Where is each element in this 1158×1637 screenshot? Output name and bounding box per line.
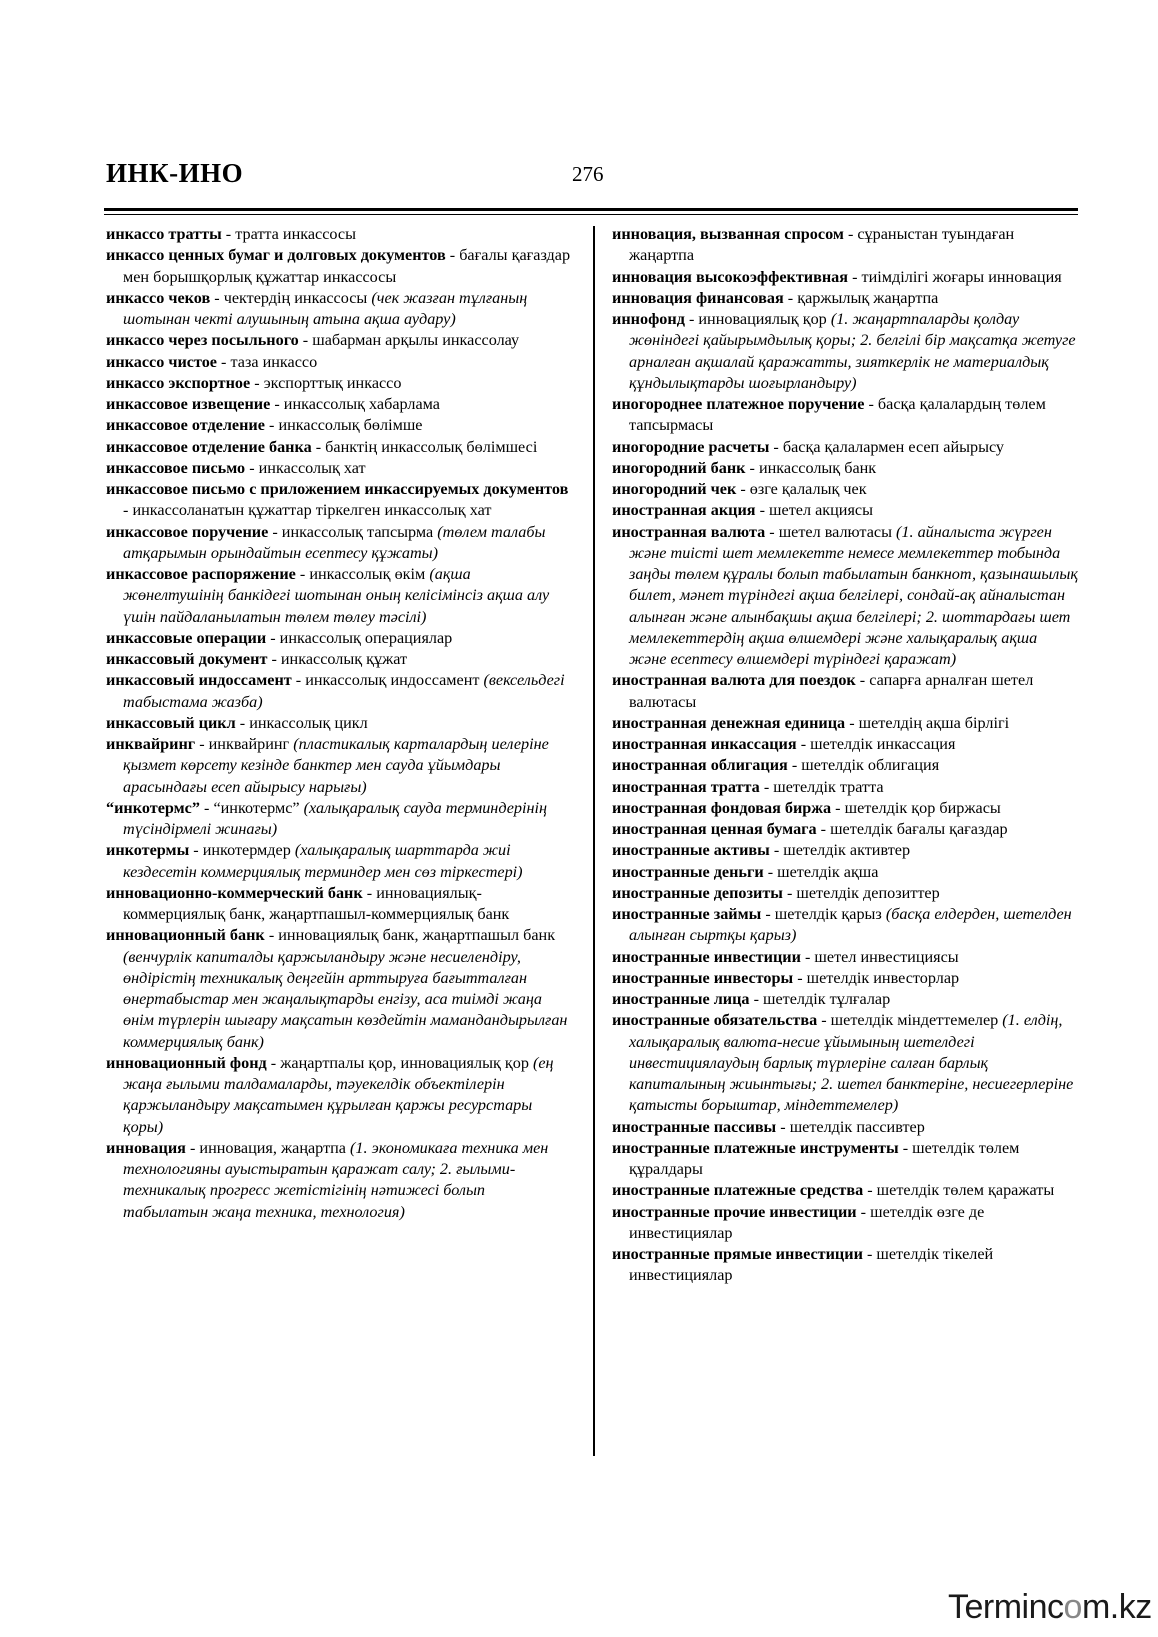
entry-separator: - [848, 267, 862, 286]
entry-translation: шетелдік өзге де инвестициялар [629, 1202, 985, 1242]
dictionary-entry [612, 968, 1078, 989]
dictionary-entry [106, 1138, 572, 1223]
entry-term: иностранная акция [612, 501, 756, 520]
dictionary-entry [106, 713, 572, 734]
entry-term: иностранная валюта для поездок [612, 671, 856, 690]
entry-term: иностранные прямые инвестиции [612, 1245, 863, 1263]
dictionary-entry [612, 522, 1078, 671]
entry-term: инкассо экспортное [106, 373, 251, 392]
entry-translation: шетелдік депозиттер [796, 883, 940, 902]
dictionary-entry [612, 947, 1078, 968]
entry-separator: - [245, 458, 259, 477]
logo-text-end: m.kz [1081, 1588, 1152, 1626]
entry-translation: инкассолық хат [258, 458, 366, 477]
entry-translation: “инкотермс” [213, 798, 300, 817]
dictionary-entry [612, 734, 1078, 755]
entry-term: инкотермы [106, 841, 190, 860]
entry-separator: - [266, 1053, 281, 1072]
entry-separator: - [684, 310, 699, 328]
entry-separator: - [787, 756, 802, 775]
entry-separator: - [736, 480, 750, 498]
dictionary-entry [106, 798, 572, 841]
entry-term: иностранные активы [612, 841, 770, 860]
entry-term: инкассовое отделение [106, 416, 265, 435]
entry-translation: инкассолық құжат [280, 650, 408, 668]
dictionary-entry [612, 458, 1078, 479]
entry-term: иностранные прочие инвестиции [612, 1202, 857, 1221]
dictionary-entry [612, 798, 1078, 819]
entry-translation: инкассолық хабарлама [283, 395, 440, 413]
dictionary-entry [612, 1202, 1078, 1245]
entry-term: иногородний банк [612, 458, 746, 477]
entry-separator: - [745, 458, 759, 477]
entry-term: иннофонд [612, 310, 685, 328]
entry-translation: шетелдік тікелей инвестициялар [629, 1245, 994, 1285]
entry-translation: шетелдік бағалы қағаздар [830, 820, 1008, 838]
dictionary-entry [106, 394, 572, 415]
entry-translation: инкотермдер [202, 841, 291, 860]
entry-term: инкассо тратты [106, 225, 222, 243]
entry-note: (1. елдің, халықаралық валюта-несие ұйымының шетелдегі инвестициялаудың барлық түрлеріне салған барлық капиталының жиынтығы; 2. шетел банктеріне, несиегерлеріне қатысты борыштар, міндеттемелер) [629, 1011, 1074, 1115]
dictionary-entry [612, 267, 1078, 288]
entry-separator: - [776, 1117, 790, 1136]
entry-term: иностранная ценная бумага [612, 820, 817, 838]
entry-translation: сұраныстан туындаған жаңартпа [629, 225, 1015, 265]
dictionary-entry [612, 1010, 1078, 1116]
entry-note: (чек жазған тұлғаның шотынан чекті алушының атына ақша аудару) [123, 288, 528, 328]
entry-separator: - [195, 735, 209, 753]
dictionary-entry [106, 670, 572, 713]
entry-note: (пластикалық карталардың иелеріне қызмет көрсету кезінде банктер мен сауда ұйымдары арасындағы есеп айырысу нарығы) [123, 735, 549, 796]
entry-term: инквайринг [106, 735, 196, 753]
entry-term: инкассо через посыльного [106, 331, 299, 350]
entry-translation: таза инкассо [230, 352, 318, 371]
entry-separator: - [864, 395, 878, 413]
entry-term: инкассовый цикл [106, 713, 236, 732]
page-number: 276 [572, 162, 604, 186]
entry-translation: шетелдік төлем қаражаты [876, 1181, 1055, 1200]
entry-term: инновационный банк [106, 926, 265, 945]
entry-term: иностранные платежные средства [612, 1181, 864, 1200]
entry-translation: чектердің инкассосы [223, 288, 368, 307]
dictionary-entry [612, 670, 1078, 713]
dictionary-entry [612, 394, 1078, 437]
entry-separator: - [761, 905, 775, 923]
entry-term: иностранные инвестиции [612, 947, 801, 966]
entry-translation: шетелдік қор биржасы [844, 798, 1001, 817]
entry-note: (вексельдегі табыстама жазба) [123, 671, 565, 711]
dictionary-entry [612, 755, 1078, 776]
entry-translation: шетелдік төлем құралдары [629, 1138, 1020, 1178]
dictionary-entry [106, 649, 572, 670]
entry-translation: тиімділігі жоғары инновация [861, 267, 1062, 286]
dictionary-entry [612, 500, 1078, 521]
entry-separator: - [189, 841, 203, 860]
entry-translation: шетелдік облигация [801, 756, 940, 775]
entry-translation: шетелдік инвесторлар [806, 968, 960, 987]
entry-term: инновация [106, 1138, 186, 1157]
entry-term: иностранная валюта [612, 522, 766, 541]
entry-separator: - [749, 990, 764, 1008]
entry-separator: - [769, 437, 783, 456]
entry-translation: тратта инкассосы [235, 225, 356, 243]
entry-separator: - [831, 798, 845, 817]
entry-term: иностранная инкассация [612, 735, 797, 753]
entry-translation: инкассолық индоссамент [305, 671, 480, 690]
entry-note: (1. жаңартпаларды қолдау жөніндегі қайырымдылық қоры; 2. белгілі бір мақсатқа жетуге арналған ақшалай қаражатты, зияткерлік не материалдық құндылықтарды шоғырландыру) [629, 310, 1076, 392]
entry-separator: - [264, 416, 279, 435]
entry-separator: - [295, 565, 310, 583]
dictionary-entry [106, 224, 572, 245]
entry-translation: өзге қалалық чек [749, 480, 867, 498]
entry-term: инновационный фонд [106, 1053, 267, 1072]
entry-term: инкассо чеков [106, 288, 211, 307]
dictionary-entry [612, 1138, 1078, 1181]
entry-separator: - [816, 820, 831, 838]
entry-term: инкассо ценных бумаг и долговых документов [106, 246, 446, 265]
entry-translation: инкассолық цикл [249, 713, 368, 732]
dictionary-entry [106, 245, 572, 288]
entry-translation: шабарман арқылы инкассолау [312, 331, 520, 350]
entry-separator: - [270, 395, 284, 413]
entry-term: “инкотермс” [106, 798, 200, 817]
terminkom-logo [948, 1588, 1152, 1627]
entry-separator: - [250, 373, 264, 392]
dictionary-entry [612, 989, 1078, 1010]
entry-separator: - [291, 671, 306, 690]
dictionary-entry [106, 883, 572, 926]
entry-translation: шетелдік міндеттемелер [830, 1011, 999, 1030]
entry-term: иностранная тратта [612, 777, 760, 796]
right-column [612, 224, 1078, 1287]
entry-note: (халықаралық шарттарда жиі кездесетін коммерциялық терминдер мен сөз тіркестері) [123, 841, 523, 881]
dictionary-entry [106, 734, 572, 798]
entry-term: инкассовое письмо с приложением инкассируемых документов [106, 480, 569, 498]
entry-translation: шетелдік қарыз [774, 905, 882, 923]
dictionary-entry [106, 330, 572, 351]
entry-term: иностранные пассивы [612, 1117, 777, 1136]
dictionary-entry [612, 309, 1078, 394]
entry-term: инкассо чистое [106, 352, 217, 371]
entry-separator: - [264, 926, 279, 945]
entry-term: инновация, вызванная спросом [612, 225, 844, 243]
entry-translation: инновациялық-коммерциялық банк, жаңартпашыл-коммерциялық банк [123, 883, 510, 923]
entry-separator: - [123, 501, 133, 520]
entry-term: инновация финансовая [612, 288, 784, 307]
entry-translation: шетелдік тратта [773, 777, 884, 796]
entry-term: иностранная денежная единица [612, 713, 846, 732]
entry-translation: сапарға арналған шетел валютасы [629, 671, 1034, 711]
entry-separator: - [759, 777, 774, 796]
entry-term: иностранные обязательства [612, 1011, 818, 1030]
dictionary-entry [612, 904, 1078, 947]
page-header-title: ИНК-ИНО [106, 158, 244, 188]
entry-separator: - [843, 225, 858, 243]
dictionary-entry [106, 415, 572, 436]
dictionary-entry [106, 458, 572, 479]
entry-separator: - [185, 1138, 200, 1157]
entry-separator: - [755, 501, 770, 520]
entry-separator: - [210, 288, 224, 307]
dictionary-entry [612, 1117, 1078, 1138]
entry-separator: - [862, 1245, 877, 1263]
dictionary-entry [612, 224, 1078, 267]
dictionary-entry [106, 373, 572, 394]
entry-translation: шетел валютасы [778, 522, 892, 541]
entry-note: (1. айналыста жүрген және тиісті шет мемлекетте немесе мемлекеттер тобында заңды төлем құралы болып табылатын банкнот, қазынашылық билет, мәнет түріндегі ақша белгілері, сондай-ақ айналыстан алынған және алынбақшы ақша белгілері; 2. шоттардағы шет мемлекеттердің ақша өлшемдері және халықаралық ақша және есептесу өлшемдері түріндегі қаражат) [629, 522, 1078, 668]
entry-translation: инновациялық қор [698, 310, 827, 328]
entry-term: иностранная фондовая биржа [612, 798, 832, 817]
entry-term: иностранные платежные инструменты [612, 1138, 899, 1157]
entry-note: (ақша жөнелтушінің банкідегі шотынан оның келісімінсіз ақша алу үшін пайдаланылатын төлем төлеу тәсілі) [123, 565, 550, 626]
dictionary-entry [106, 437, 572, 458]
dictionary-entry [612, 1180, 1078, 1201]
entry-separator: - [298, 331, 313, 350]
entry-separator: - [800, 947, 815, 966]
entry-translation: инновациялық банк, жаңартпашыл банк [278, 926, 556, 945]
entry-translation: экспорттық инкассо [263, 373, 402, 392]
entry-translation: инкассолық банк [758, 458, 877, 477]
entry-note: (басқа елдерден, шетелден алынған сыртқы қарыз) [629, 905, 1072, 945]
dictionary-entry [106, 1053, 572, 1138]
entry-note: (венчурлік капиталды қаржыландыру және несиелендіру, өндірістің техникалық деңгейін арттыруға бағытталған өнертабыстар мен жаңалықтарды енгізу, аса тиімді жаңа өнім түрлерін шығару мақсатын көздейтін мамандандырылған коммерциялық банк) [123, 947, 568, 1051]
entry-translation: шетелдік инкассация [810, 735, 956, 753]
entry-translation: инкассоланатын құжаттар тіркелген инкассолық хат [132, 501, 492, 520]
entry-term: инкассовый индоссамент [106, 671, 292, 690]
entry-separator: - [217, 352, 231, 371]
dictionary-entry [106, 925, 572, 1053]
entry-translation: банктің инкассолық бөлімшесі [325, 437, 538, 456]
entry-term: инновационно-коммерческий банк [106, 883, 363, 902]
dictionary-entry [106, 479, 572, 522]
entry-term: инкассовое отделение банка [106, 437, 312, 456]
entry-term: иногородние расчеты [612, 437, 770, 456]
entry-term: инкассовое письмо [106, 458, 246, 477]
entry-separator: - [845, 713, 859, 732]
entry-separator: - [863, 1181, 877, 1200]
entry-separator: - [266, 628, 280, 647]
entry-separator: - [221, 225, 236, 243]
dictionary-entry [612, 862, 1078, 883]
entry-separator: - [898, 1138, 913, 1157]
entry-separator: - [769, 841, 784, 860]
entry-term: инкассовое извещение [106, 395, 271, 413]
entry-term: иногородний чек [612, 480, 737, 498]
dictionary-entry [106, 628, 572, 649]
entry-separator: - [783, 288, 798, 307]
entry-term: иностранные депозиты [612, 883, 783, 902]
entry-separator: - [267, 650, 281, 668]
entry-translation: инквайринг [208, 735, 290, 753]
dictionary-entry [106, 288, 572, 331]
entry-separator: - [782, 883, 797, 902]
entry-translation: шетел инвестициясы [814, 947, 959, 966]
entry-translation: шетел акциясы [769, 501, 873, 520]
logo-globe-icon: o [1063, 1588, 1082, 1626]
entry-separator: - [268, 522, 282, 541]
dictionary-entry [612, 713, 1078, 734]
entry-translation: шетелдік активтер [783, 841, 911, 860]
entry-term: инкассовое поручение [106, 522, 269, 541]
logo-text-mid: c [1047, 1588, 1064, 1626]
entry-translation: жаңартпалы қор, инновациялық қор [280, 1053, 529, 1072]
entry-separator: - [817, 1011, 831, 1030]
dictionary-entry [612, 288, 1078, 309]
dictionary-entry [106, 840, 572, 883]
entry-term: иностранные лица [612, 990, 750, 1008]
entry-separator: - [199, 798, 214, 817]
entry-translation: басқа қалалардың төлем тапсырмасы [629, 395, 1046, 435]
entry-separator: - [235, 713, 250, 732]
entry-term: иностранная облигация [612, 756, 788, 775]
entry-separator: - [856, 1202, 871, 1221]
entry-translation: инновация, жаңартпа [199, 1138, 346, 1157]
header-rule-thin [104, 214, 1078, 215]
entry-note: (ең жаңа ғылыми талдамаларды, тәуекелдік объектілерін қаржыландыру мақсатымен құрылған қаржы ресурстары қоры) [123, 1053, 554, 1136]
entry-translation: инкассолық бөлімше [278, 416, 423, 435]
entry-note: (халықаралық сауда терминдерінің түсіндірмелі жинағы) [123, 798, 548, 838]
dictionary-entry [106, 564, 572, 628]
entry-separator: - [855, 671, 870, 690]
entry-term: инкассовый документ [106, 650, 268, 668]
entry-term: иностранные инвесторы [612, 968, 794, 987]
dictionary-entry [612, 883, 1078, 904]
dictionary-entry [612, 840, 1078, 861]
entry-separator: - [445, 246, 460, 265]
dictionary-entry [612, 1244, 1078, 1287]
entry-separator: - [796, 735, 811, 753]
entry-term: инкассовые операции [106, 628, 267, 647]
logo-text-start: Termin [948, 1588, 1048, 1626]
dictionary-entry [106, 522, 572, 565]
entry-translation: шетелдік тұлғалар [763, 990, 891, 1008]
entry-separator: - [362, 883, 377, 902]
dictionary-entry [612, 777, 1078, 798]
entry-separator: - [311, 437, 326, 456]
entry-translation: қаржылық жаңартпа [797, 288, 939, 307]
header-rule-thick [104, 208, 1078, 211]
left-column [106, 224, 572, 1223]
entry-term: инкассовое распоряжение [106, 565, 296, 583]
entry-term: иностранные деньги [612, 862, 764, 881]
entry-term: иногороднее платежное поручение [612, 395, 865, 413]
entry-translation: бағалы қағаздар мен борышқорлық құжаттар инкассосы [123, 246, 571, 286]
dictionary-entry [612, 437, 1078, 458]
entry-translation: инкассолық операциялар [279, 628, 453, 647]
entry-term: иностранные займы [612, 905, 762, 923]
entry-translation: шетелдің ақша бірлігі [858, 713, 1010, 732]
entry-note: (1. экономикаға техника мен технологияны ауыстыратын қаражат салу; 2. ғылыми-техникалық прогресс жетістігінің нәтижесі болып табылатын жаңа техника, технология) [123, 1138, 549, 1221]
dictionary-entry [612, 479, 1078, 500]
entry-translation: шетелдік пассивтер [789, 1117, 925, 1136]
entry-translation: инкассолық өкім [309, 565, 426, 583]
entry-translation: шетелдік ақша [777, 862, 879, 881]
entry-separator: - [763, 862, 778, 881]
entry-separator: - [765, 522, 779, 541]
dictionary-entry [106, 352, 572, 373]
entry-note: (төлем талабы атқарымын орындайтын есептесу құжаты) [123, 522, 546, 562]
entry-term: инновация высокоэффективная [612, 267, 849, 286]
column-divider [593, 226, 595, 1456]
dictionary-entry [612, 819, 1078, 840]
entry-translation: басқа қалалармен есеп айырысу [782, 437, 1005, 456]
entry-separator: - [793, 968, 807, 987]
entry-translation: инкассолық тапсырма [281, 522, 434, 541]
